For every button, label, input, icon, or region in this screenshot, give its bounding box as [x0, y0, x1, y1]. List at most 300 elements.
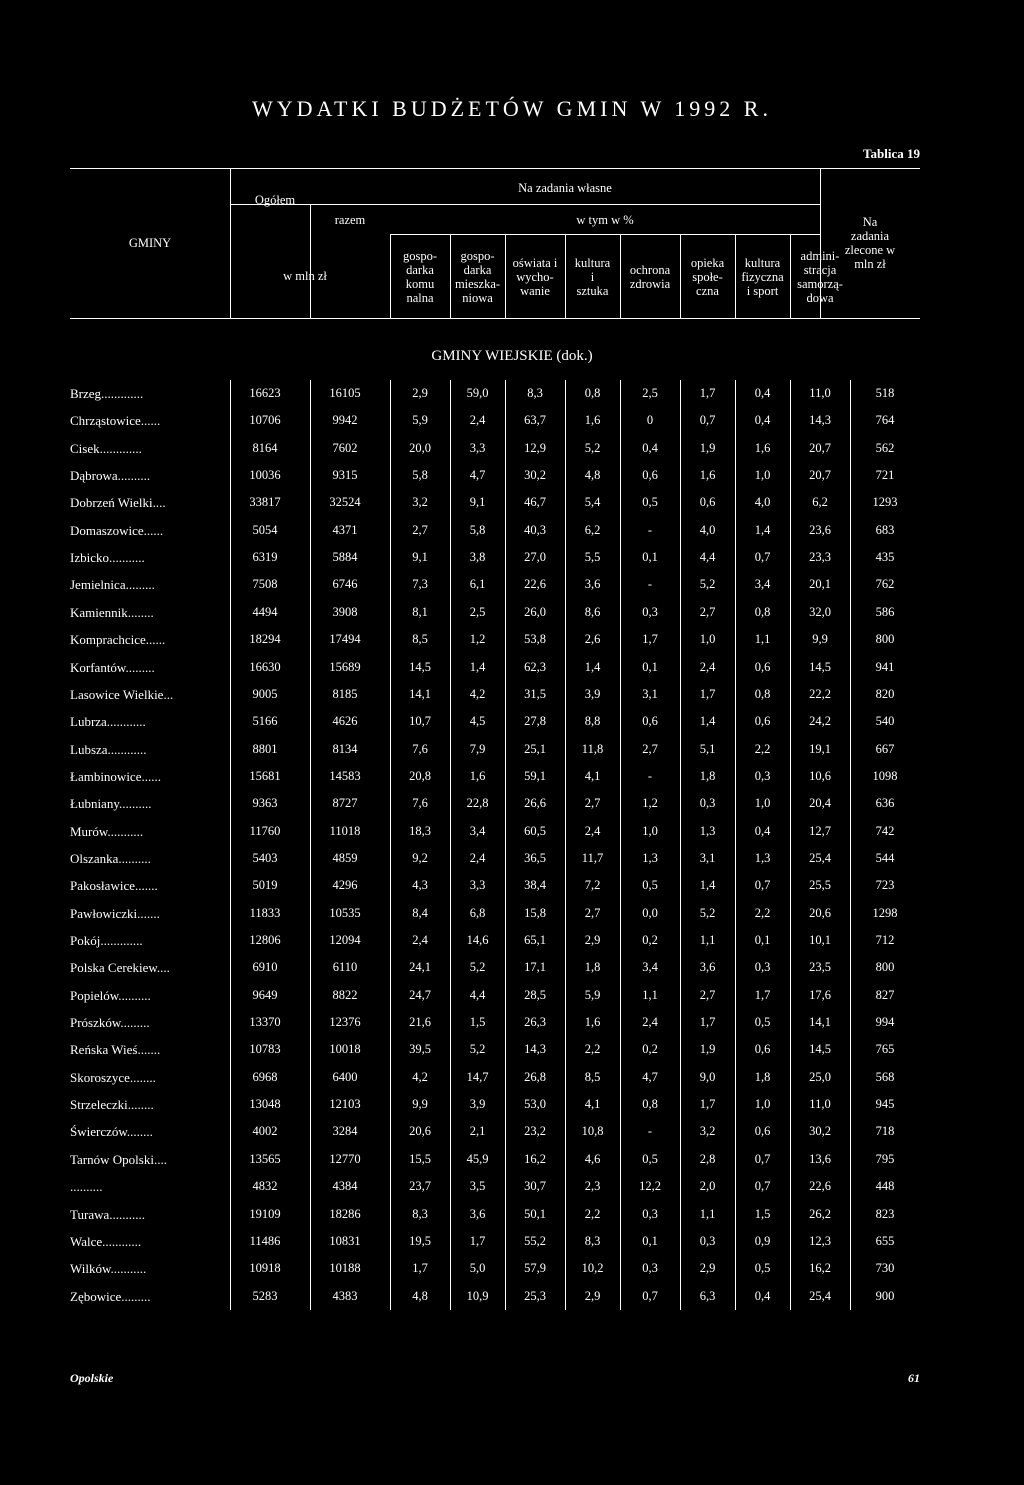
table-cell: 1,5: [469, 1015, 486, 1030]
table-cell: 1,0: [754, 468, 771, 483]
table-cell: 3,3: [469, 878, 486, 893]
table-cell: 10018: [329, 1042, 361, 1057]
table-cell: 1,4: [699, 714, 716, 729]
table-cell: 26,3: [524, 1015, 546, 1030]
table-cell: 11760: [249, 823, 281, 838]
table-cell: 1,6: [584, 413, 601, 428]
table-cell: 4626: [332, 714, 358, 729]
table-cell: 1,2: [469, 632, 486, 647]
table-row: [70, 845, 920, 872]
table-cell: 9,2: [412, 850, 428, 865]
table-cell: 53,8: [524, 632, 546, 647]
table-cell: 5166: [252, 714, 278, 729]
table-cell: 820: [875, 686, 895, 701]
table-cell: 25,0: [809, 1069, 831, 1084]
table-cell: 5283: [252, 1288, 278, 1303]
table-cell: 19,5: [409, 1233, 431, 1248]
gmina-name: Zębowice.........: [70, 1288, 151, 1304]
gmina-name: Świerczów........: [70, 1124, 153, 1140]
table-cell: 20,0: [409, 440, 431, 455]
table-cell: 1293: [872, 495, 898, 510]
table-cell: 4,6: [584, 1151, 601, 1166]
table-cell: 6400: [332, 1069, 358, 1084]
table-row: [70, 763, 920, 790]
table-cell: 19109: [249, 1206, 281, 1221]
table-cell: 1,1: [699, 1206, 716, 1221]
table-cell: 4383: [332, 1288, 358, 1303]
header-na-zadania-wlasne: Na zadania własne: [518, 181, 612, 195]
table-cell: 941: [875, 659, 895, 674]
table-cell: 6746: [332, 577, 358, 592]
table-cell: 0,6: [699, 495, 716, 510]
table-cell: 15,5: [409, 1151, 431, 1166]
table-row: [70, 517, 920, 544]
table-row: [70, 982, 920, 1009]
table-cell: 0,6: [754, 714, 771, 729]
table-cell: 683: [875, 522, 895, 537]
table-cell: 655: [875, 1233, 895, 1248]
table-cell: 9,1: [412, 550, 428, 565]
table-cell: 823: [875, 1206, 895, 1221]
table-cell: 18294: [249, 632, 281, 647]
table-cell: 10,1: [809, 933, 831, 947]
table-cell: 14,6: [466, 933, 489, 947]
table-cell: 4859: [332, 850, 358, 865]
table-row: [70, 1283, 920, 1310]
table-cell: 0,0: [642, 905, 658, 920]
table-cell: 12376: [329, 1015, 361, 1030]
table-cell: 8,3: [584, 1233, 601, 1248]
table-cell: 765: [875, 1042, 895, 1057]
table-cell: 10188: [329, 1261, 361, 1276]
gmina-name: ..........: [70, 1179, 103, 1195]
table-cell: 1,7: [642, 632, 658, 647]
table-cell: 4,3: [412, 878, 428, 893]
table-cell: 2,7: [584, 905, 601, 920]
table-cell: 5,8: [412, 468, 428, 483]
table-cell: 14,7: [466, 1069, 489, 1084]
table-cell: 3,2: [699, 1124, 716, 1139]
table-row: [70, 544, 920, 571]
table-cell: 10,6: [809, 768, 831, 783]
table-cell: 2,9: [699, 1261, 716, 1276]
table-cell: 26,8: [524, 1069, 546, 1084]
table-cell: 1,0: [754, 796, 771, 811]
table-cell: 9,9: [812, 632, 828, 647]
table-cell: 8185: [332, 686, 358, 701]
table-cell: 32,0: [809, 604, 831, 619]
table-cell: 30,2: [524, 468, 546, 483]
table-cell: 3,8: [469, 550, 486, 565]
table-cell: 2,2: [754, 905, 771, 920]
table-cell: 15,8: [524, 905, 546, 920]
table-cell: 12103: [329, 1097, 361, 1112]
table-cell: 6,1: [469, 577, 486, 592]
table-cell: 1,7: [699, 1097, 716, 1112]
table-cell: 0,7: [642, 1288, 658, 1303]
gmina-name: Reńska Wieś.......: [70, 1042, 161, 1058]
table-cell: 1,6: [699, 468, 716, 483]
table-cell: 1,3: [642, 850, 658, 865]
table-row: [70, 380, 920, 407]
table-cell: 22,2: [809, 686, 831, 701]
table-row: [70, 1173, 920, 1200]
table-cell: 827: [875, 987, 895, 1002]
table-cell: 18,3: [409, 823, 431, 838]
table-cell: 3,4: [469, 823, 486, 838]
table-cell: 7,6: [412, 741, 428, 756]
table-cell: 20,4: [809, 796, 831, 811]
table-cell: 9,0: [699, 1069, 716, 1084]
gmina-name: Domaszowice......: [70, 522, 164, 538]
table-cell: 5,2: [699, 905, 716, 920]
table-cell: 4384: [332, 1179, 358, 1194]
table-cell: 20,7: [809, 440, 831, 455]
table-cell: 1,4: [584, 659, 601, 674]
table-cell: 3908: [332, 604, 358, 619]
table-cell: 3,1: [699, 850, 716, 865]
header-ogolem: Ogółem: [254, 193, 296, 207]
table-cell: 1298: [872, 905, 898, 920]
table-cell: 31,5: [524, 686, 546, 701]
table-cell: 62,3: [524, 659, 546, 674]
table-cell: 2,4: [469, 413, 486, 428]
table-cell: 15681: [249, 768, 281, 783]
table-cell: 10,8: [581, 1124, 604, 1139]
table-cell: 21,6: [409, 1015, 431, 1030]
table-cell: 6,2: [812, 495, 828, 510]
gmina-name: Korfantów.........: [70, 659, 155, 675]
table-cell: 59,1: [524, 768, 546, 783]
table-cell: 11,0: [809, 1097, 831, 1112]
table-cell: 764: [875, 413, 895, 428]
table-cell: 1,5: [754, 1206, 771, 1221]
table-cell: 20,8: [409, 768, 431, 783]
table-cell: 4494: [252, 604, 278, 619]
table-cell: 20,6: [809, 905, 831, 920]
table-cell: 448: [875, 1179, 895, 1194]
table-cell: 8727: [332, 796, 358, 811]
table-cell: 6,2: [584, 522, 601, 537]
table-cell: 4371: [332, 522, 358, 537]
table-cell: 18286: [329, 1206, 361, 1221]
table-row: [70, 1255, 920, 1282]
table-cell: 5,2: [699, 577, 716, 592]
table-cell: 0,1: [642, 1233, 658, 1248]
table-cell: 4,8: [412, 1288, 428, 1303]
table-cell: 30,2: [809, 1124, 831, 1139]
table-cell: 4002: [252, 1124, 278, 1139]
header-col-8: admini- stracja samorzą- dowa: [797, 249, 843, 305]
table-cell: 4,4: [469, 987, 486, 1002]
table-cell: 540: [875, 714, 895, 729]
header-col-7: kultura fizyczna i sport: [741, 256, 784, 298]
table-row: [70, 790, 920, 817]
table-cell: 10706: [249, 413, 281, 428]
header-w-mln-zl: w mln zł: [283, 269, 327, 283]
table-cell: 24,2: [809, 714, 831, 729]
table-cell: 7,2: [584, 878, 601, 893]
table-cell: 1098: [872, 768, 898, 783]
table-cell: 12770: [329, 1151, 361, 1166]
table-cell: 8,5: [584, 1069, 601, 1084]
table-row: [70, 654, 920, 681]
table-cell: 3,2: [412, 495, 428, 510]
table-cell: 11,0: [809, 386, 831, 400]
gmina-name: Pakosławice.......: [70, 878, 158, 894]
table-cell: 4,1: [584, 768, 601, 783]
table-cell: 50,1: [524, 1206, 546, 1221]
table-cell: 14,5: [809, 659, 831, 674]
table-cell: 3,5: [469, 1179, 486, 1194]
table-row: [70, 1091, 920, 1118]
table-cell: 1,4: [754, 522, 771, 537]
table-cell: 4,7: [469, 468, 486, 483]
table-cell: 9,1: [469, 495, 486, 510]
table-cell: 4,1: [584, 1097, 601, 1112]
table-cell: 2,6: [584, 632, 601, 647]
table-row: [70, 681, 920, 708]
table-cell: 16105: [329, 386, 361, 400]
table-cell: 14,1: [409, 686, 431, 701]
table-cell: 12,3: [809, 1233, 831, 1248]
table-cell: 53,0: [524, 1097, 546, 1112]
gmina-name: Dąbrowa..........: [70, 468, 151, 484]
table-cell: 13565: [249, 1151, 281, 1166]
gmina-name: Dobrzeń Wielki....: [70, 495, 166, 511]
table-cell: 1,7: [754, 987, 771, 1002]
table-cell: 13370: [249, 1015, 281, 1030]
table-row: [70, 462, 920, 489]
table-cell: 8164: [252, 440, 278, 455]
table-cell: 5,2: [469, 1042, 486, 1057]
table-cell: 10,7: [409, 714, 431, 729]
table-cell: 7,3: [412, 577, 428, 592]
table-cell: 24,1: [409, 960, 431, 975]
table-cell: 10036: [249, 468, 281, 483]
table-cell: 13,6: [809, 1151, 831, 1166]
table-cell: 1,0: [642, 823, 658, 838]
table-row: [70, 954, 920, 981]
table-cell: 9315: [332, 468, 358, 483]
table-cell: 3,3: [469, 440, 486, 455]
table-cell: 15689: [329, 659, 361, 674]
gmina-name: Tarnów Opolski....: [70, 1151, 167, 1167]
table-cell: 11833: [249, 905, 281, 920]
table-cell: 11018: [329, 823, 361, 838]
table-cell: 27,0: [524, 550, 546, 565]
table-cell: 11,8: [581, 741, 604, 756]
table-cell: 32524: [329, 495, 361, 510]
table-cell: 16,2: [809, 1261, 831, 1276]
table-cell: 11486: [249, 1233, 281, 1248]
table-cell: 1,6: [584, 1015, 601, 1030]
table-cell: 5,2: [584, 440, 601, 455]
table-row: [70, 407, 920, 434]
table-cell: 730: [875, 1261, 895, 1276]
table-cell: 4832: [252, 1179, 278, 1194]
table-cell: 25,1: [524, 741, 546, 756]
gmina-name: Jemielnica.........: [70, 577, 155, 593]
gmina-name: Strzeleczki........: [70, 1097, 154, 1113]
table-cell: 0,2: [642, 933, 658, 947]
table-cell: 16623: [249, 386, 281, 400]
table-cell: 5,2: [469, 960, 486, 975]
table-cell: 60,5: [524, 823, 546, 838]
table-cell: 723: [875, 878, 895, 893]
table-cell: 14,1: [809, 1015, 831, 1030]
table-cell: 5403: [252, 850, 278, 865]
table-cell: 718: [875, 1124, 895, 1139]
table-cell: 1,3: [754, 850, 771, 865]
table-cell: 2,4: [699, 659, 716, 674]
table-cell: 63,7: [524, 413, 546, 428]
header-na-zadania-zlecone: Na zadania zlecone w mln zł: [844, 215, 896, 271]
footer-region: Opolskie: [70, 1371, 114, 1385]
table-cell: 3,6: [699, 960, 716, 975]
table-cell: 2,8: [699, 1151, 716, 1166]
table-cell: 1,7: [699, 686, 716, 701]
table-cell: 8,6: [584, 604, 601, 619]
table-cell: 0,4: [754, 386, 771, 400]
gmina-name: Izbicko...........: [70, 550, 145, 566]
table-cell: 0,3: [754, 960, 771, 975]
table-cell: 38,4: [524, 878, 546, 893]
table-cell: 1,9: [699, 440, 716, 455]
table-cell: 3,9: [469, 1097, 486, 1112]
table-cell: 57,9: [524, 1261, 546, 1276]
footer-page-number: 61: [908, 1371, 920, 1385]
table-cell: 23,7: [409, 1179, 431, 1194]
table-cell: 0,4: [754, 413, 771, 428]
table-cell: 994: [875, 1015, 895, 1030]
table-cell: 945: [875, 1097, 895, 1112]
table-cell: 2,7: [584, 796, 601, 811]
table-cell: 1,9: [699, 1042, 716, 1057]
table-cell: 40,3: [524, 522, 546, 537]
table-row: [70, 818, 920, 845]
table-cell: 3,6: [469, 1206, 486, 1221]
table-cell: 12094: [329, 933, 361, 947]
gmina-name: Skoroszyce........: [70, 1069, 156, 1085]
table-cell: 0,7: [754, 1151, 771, 1166]
table-cell: 2,1: [469, 1124, 486, 1139]
table-cell: 2,2: [584, 1206, 601, 1221]
table-cell: 12,7: [809, 823, 831, 838]
table-cell: 0,4: [754, 1288, 771, 1303]
table-cell: 2,2: [584, 1042, 601, 1057]
table-row: [70, 1201, 920, 1228]
table-cell: 8,4: [412, 905, 428, 920]
table-cell: 22,6: [524, 577, 546, 592]
table-cell: 0,3: [642, 1206, 658, 1221]
table-cell: 1,6: [754, 440, 771, 455]
table-cell: 36,5: [524, 850, 546, 865]
table-cell: 762: [875, 577, 895, 592]
table-cell: 3284: [332, 1124, 358, 1139]
table-cell: 8822: [332, 987, 358, 1002]
table-cell: 5054: [252, 522, 278, 537]
table-cell: 10,9: [466, 1288, 489, 1303]
table-cell: 4,2: [469, 686, 486, 701]
table-cell: 10831: [329, 1233, 361, 1248]
table-cell: 1,8: [699, 768, 716, 783]
table-cell: 25,5: [809, 878, 831, 893]
table-cell: 636: [875, 796, 895, 811]
table-cell: 2,5: [469, 604, 486, 619]
table-cell: 8,3: [412, 1206, 428, 1221]
table-cell: 7508: [252, 577, 278, 592]
table-cell: 23,2: [524, 1124, 546, 1139]
table-cell: 586: [875, 604, 895, 619]
table-cell: 33817: [249, 495, 281, 510]
table-cell: 9363: [252, 796, 278, 811]
table-cell: 544: [875, 850, 895, 865]
table-cell: 23,3: [809, 550, 831, 565]
table-cell: 6110: [332, 960, 358, 975]
table-cell: 0,5: [754, 1015, 771, 1030]
table-cell: 12,9: [524, 440, 546, 455]
table-cell: 0,6: [642, 714, 658, 729]
table-cell: 4,0: [754, 495, 771, 510]
table-cell: 20,7: [809, 468, 831, 483]
table-cell: 2,9: [584, 1288, 601, 1303]
table-cell: 0,6: [754, 659, 771, 674]
table-cell: 0,5: [642, 1151, 658, 1166]
gmina-name: Lasowice Wielkie...: [70, 686, 174, 702]
gmina-name: Brzeg.............: [70, 386, 144, 401]
table-cell: 9,9: [412, 1097, 428, 1112]
table-cell: 16,2: [524, 1151, 546, 1166]
section-title: GMINY WIEJSKIE (dok.): [431, 348, 593, 364]
table-cell: 6910: [252, 960, 278, 975]
table-cell: 1,6: [469, 768, 486, 783]
table-cell: 8,3: [527, 386, 543, 400]
table-row: [70, 1064, 920, 1091]
table-cell: 712: [875, 933, 895, 947]
table-cell: 4,4: [699, 550, 716, 565]
table-row: [70, 1118, 920, 1145]
table-cell: 6,8: [469, 905, 486, 920]
table-cell: 14,3: [524, 1042, 546, 1057]
table-cell: 0,3: [699, 1233, 716, 1248]
table-cell: 10918: [249, 1261, 281, 1276]
table-cell: 1,7: [699, 1015, 716, 1030]
table-cell: 14,5: [809, 1042, 831, 1057]
table-cell: 1,8: [754, 1069, 771, 1084]
table-cell: 14,5: [409, 659, 431, 674]
table-cell: 568: [875, 1069, 895, 1084]
table-cell: -: [647, 768, 653, 783]
table-cell: 2,4: [412, 933, 428, 947]
table-row: [70, 1228, 920, 1255]
table-cell: 2,4: [469, 850, 486, 865]
gmina-name: Łubniany..........: [70, 796, 152, 812]
table-cell: 4,0: [699, 522, 716, 537]
table-cell: 6319: [252, 550, 278, 565]
table-cell: 5,9: [584, 987, 601, 1002]
header-w-tym-w-proc: w tym w %: [576, 213, 634, 227]
table-cell: 19,1: [809, 741, 831, 756]
table-row: [70, 571, 920, 598]
table-cell: 26,0: [524, 604, 546, 619]
header-col-3: oświata i wycho- wanie: [512, 256, 558, 298]
table-cell: 3,6: [584, 577, 601, 592]
table-cell: 39,5: [409, 1042, 431, 1057]
table-cell: 9942: [332, 413, 358, 428]
table-cell: 1,1: [642, 987, 658, 1002]
table-cell: 0,3: [642, 604, 658, 619]
